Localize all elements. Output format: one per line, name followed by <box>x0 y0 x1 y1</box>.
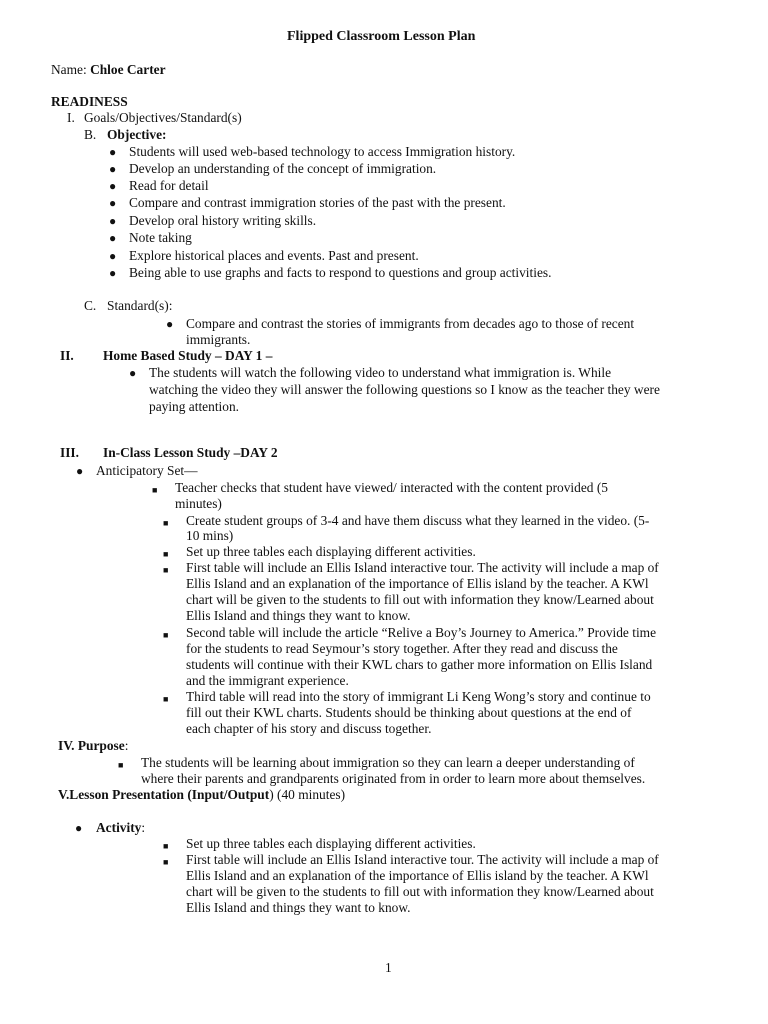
section-3-item-cont: Ellis Island and things they want to know. <box>186 608 411 623</box>
section-3-item-cont: for the students to read Seymour’s story together. After they read and discuss the <box>186 641 618 656</box>
section-3-item-cont: minutes) <box>175 496 222 511</box>
name-line <box>51 62 166 79</box>
objective-item: Note taking <box>129 230 192 245</box>
goals-num: I. <box>67 110 75 125</box>
activity-heading <box>96 820 145 837</box>
bullet-icon: ● <box>75 821 83 835</box>
square-bullet-icon: ■ <box>152 485 158 495</box>
section-3-num: III. <box>60 445 79 460</box>
standard-num: C. <box>84 298 97 313</box>
bullet-icon: ● <box>109 231 117 245</box>
objective-item: Students will used web-based technology to access Immigration history. <box>129 144 516 159</box>
bullet-icon: ● <box>109 266 117 280</box>
bullet-icon: ● <box>109 196 117 210</box>
bullet-icon: ● <box>166 317 174 331</box>
square-bullet-icon: ■ <box>163 518 169 528</box>
square-bullet-icon: ■ <box>163 565 169 575</box>
section-4-colon: : <box>124 738 129 753</box>
section-3-item-cont: 10 mins) <box>186 528 234 543</box>
objective-item: Develop oral history writing skills. <box>129 213 317 228</box>
section-4-heading <box>58 738 128 755</box>
objective-item: Develop an understanding of the concept of immigration. <box>129 161 437 176</box>
section-2-num: II. <box>60 348 74 363</box>
section-3-item-cont: each chapter of his story and discuss together. <box>186 721 432 736</box>
section-4-line: The students will be learning about immigration so they can learn a deeper understanding of <box>141 755 635 770</box>
section-3-title: In-Class Lesson Study –DAY 2 <box>103 445 278 460</box>
section-3-item-cont: and the immigrant experience. <box>186 673 349 688</box>
bullet-icon: ● <box>109 249 117 263</box>
section-3-item: Third table will read into the story of immigrant Li Keng Wong’s story and continue to <box>186 689 651 704</box>
standard-label: Standard(s): <box>107 298 173 313</box>
section-3-item-cont: Ellis Island and an explanation of the importance of Ellis island by the teacher. A KWl <box>186 576 649 591</box>
square-bullet-icon: ■ <box>163 857 169 867</box>
bullet-icon: ● <box>109 179 117 193</box>
section-3-item-cont: fill out their KWL charts. Students should be thinking about questions at the end of <box>186 705 632 720</box>
page-number: 1 <box>385 960 392 975</box>
section-5-item-cont: chart will be given to the students to fill out with information they know/Learned about <box>186 884 654 899</box>
bullet-icon: ● <box>109 214 117 228</box>
square-bullet-icon: ■ <box>163 549 169 559</box>
section-3-item: Second table will include the article “Relive a Boy’s Journey to America.” Provide time <box>186 625 657 640</box>
goals-label: Goals/Objectives/Standard(s) <box>84 110 242 125</box>
section-2-line: watching the video they will answer the following questions so I know as the teacher they were <box>149 382 660 397</box>
square-bullet-icon: ■ <box>163 841 169 851</box>
objective-item: Being able to use graphs and facts to respond to questions and group activities. <box>129 265 552 280</box>
objective-item: Read for detail <box>129 178 209 193</box>
square-bullet-icon: ■ <box>163 694 169 704</box>
section-5-tail: ) (40 minutes) <box>269 787 346 802</box>
section-3-item: First table will include an Ellis Island interactive tour. The activity will include a map of <box>186 560 659 575</box>
page-title: Flipped Classroom Lesson Plan <box>287 29 476 44</box>
section-5-item: Set up three tables each displaying different activities. <box>186 836 476 851</box>
objective-num: B. <box>84 127 97 142</box>
section-3-item: Set up three tables each displaying different activities. <box>186 544 476 559</box>
anticipatory-set-label: Anticipatory Set— <box>96 463 198 478</box>
section-5-item: First table will include an Ellis Island interactive tour. The activity will include a map of <box>186 852 659 867</box>
standard-item-cont: immigrants. <box>186 332 251 347</box>
section-3-item-cont: students will continue with their KWL chars to gather more information on Ellis Island <box>186 657 653 672</box>
section-5-heading <box>58 787 345 804</box>
activity-colon: : <box>141 820 146 835</box>
bullet-icon: ● <box>129 366 137 380</box>
name-value: Chloe Carter <box>90 62 166 77</box>
section-3-item: Create student groups of 3-4 and have them discuss what they learned in the video. (5- <box>186 513 650 528</box>
bullet-icon: ● <box>109 145 117 159</box>
name-label: Name: <box>51 62 87 77</box>
section-3-item: Teacher checks that student have viewed/ interacted with the content provided (5 <box>175 480 608 495</box>
standard-item: Compare and contrast the stories of immigrants from decades ago to those of recent <box>186 316 635 331</box>
section-2-title: Home Based Study – DAY 1 – <box>103 348 273 363</box>
section-5-item-cont: Ellis Island and things they want to know. <box>186 900 411 915</box>
square-bullet-icon: ■ <box>118 760 124 770</box>
readiness-heading: READINESS <box>51 94 128 109</box>
section-5-item-cont: Ellis Island and an explanation of the importance of Ellis island by the teacher. A KWl <box>186 868 649 883</box>
activity-label: Activity <box>96 820 142 835</box>
objective-label: Objective: <box>107 127 167 142</box>
section-3-item-cont: chart will be given to the students to fill out with information they know/Learned about <box>186 592 654 607</box>
section-2-line: The students will watch the following video to understand what immigration is. While <box>149 365 612 380</box>
section-4-line: where their parents and grandparents originated from in order to learn more about themselves. <box>141 771 646 786</box>
section-5-title: V.Lesson Presentation (Input/Output <box>58 787 270 802</box>
section-4-title: IV. Purpose <box>58 738 125 753</box>
bullet-icon: ● <box>76 464 84 478</box>
section-2-line: paying attention. <box>149 399 239 414</box>
objective-item: Explore historical places and events. Past and present. <box>129 248 419 263</box>
square-bullet-icon: ■ <box>163 630 169 640</box>
bullet-icon: ● <box>109 162 117 176</box>
objective-item: Compare and contrast immigration stories of the past with the present. <box>129 195 506 210</box>
